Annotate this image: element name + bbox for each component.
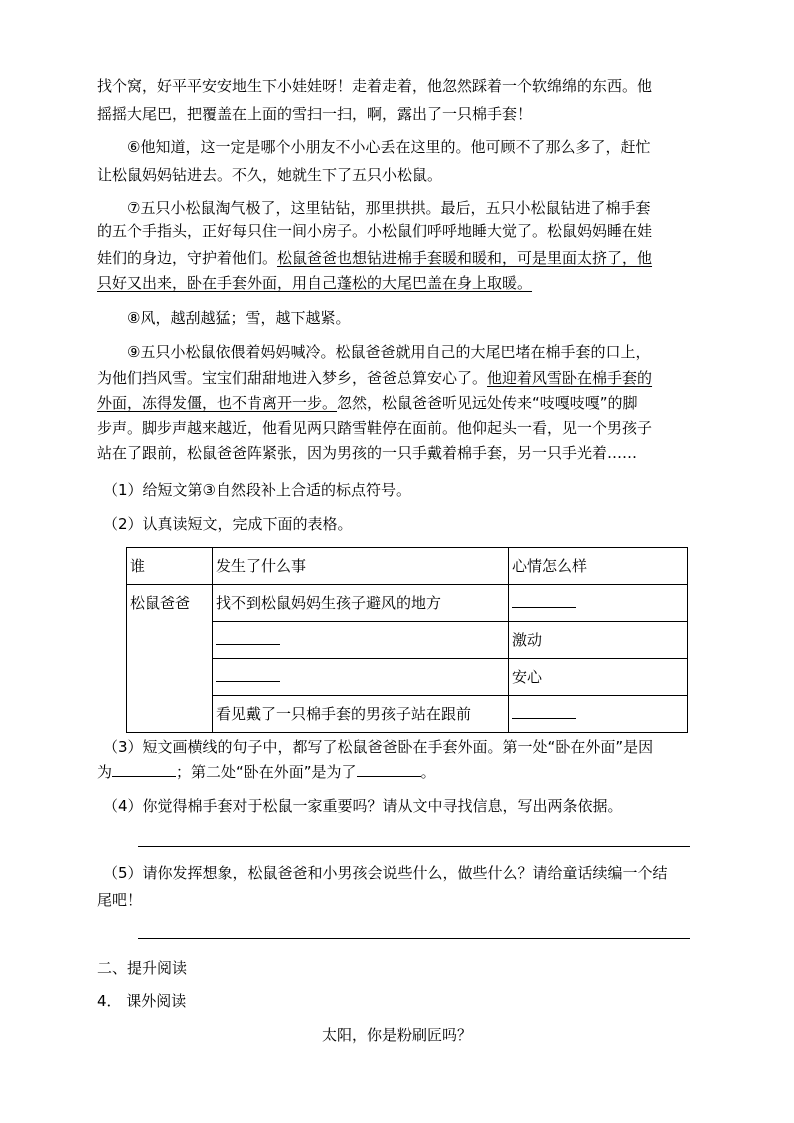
paragraph-9-line: 站在了跟前，松鼠爸爸阵紧张，因为男孩的一只手戴着棉手套，另一只手光着…… [97,444,638,462]
plain-text: 忽然，松鼠爸爸听见远处传来“吱嘎吱嘎”的脚 [337,394,638,412]
underlined-sentence-1: 松鼠爸爸也想钻进棉手套暖和暖和，可是里面太挤了，他 [277,249,653,267]
article-title: 太阳，你是粉刷匠吗？ [321,1026,472,1044]
table-cell-mood: 激动 [509,622,688,659]
plain-text: 为他们挡风雪。宝宝们甜甜地进入梦乡，爸爸总算安心了。 [97,369,488,387]
paragraph-9-line [97,368,652,388]
q3-text: 为 [97,763,113,781]
fill-blank[interactable] [216,667,280,682]
paragraph-8: ⑧风，越刮越猛；雪，越下越紧。 [127,309,351,327]
table-cell-event-blank[interactable] [213,659,509,696]
table-cell-event: 看见戴了一只棉手套的男孩子站在跟前 [213,696,509,733]
paragraph-7-line [97,248,652,268]
table-cell-mood: 安心 [509,659,688,696]
item-4-label: 4． 课外阅读 [97,992,187,1010]
plain-text: 娃们的身边，守护着他们。 [97,249,278,267]
answer-table [126,547,688,733]
fill-blank[interactable] [512,704,576,719]
paragraph-7-line: ⑦五只小松鼠淘气极了，这里钻钻，那里拱拱。最后，五只小松鼠钻进了棉手套 [127,199,651,217]
question-5-line: 尾吧！ [97,891,143,909]
underlined-sentence-2: 他迎着风雪卧在棉手套的 [487,369,653,387]
table-cell-mood-blank[interactable] [509,585,688,622]
answer-line-q4[interactable] [138,846,690,847]
paragraph-6-line: 让松鼠妈妈钻进去。不久，她就生下了五只小松鼠。 [97,166,443,184]
fill-blank[interactable] [112,762,176,777]
paragraph-9-line: ⑨五只小松鼠依偎着妈妈喊冷。松鼠爸爸就用自己的大尾巴堵在棉手套的口上， [127,343,651,361]
question-4: （4）你觉得棉手套对于松鼠一家重要吗？请从文中寻找信息，写出两条依据。 [103,797,623,815]
passage-line: 找个窝，好平平安安地生下小娃娃呀！走着走着，他忽然踩着一个软绵绵的东西。他 [97,77,653,95]
fill-blank[interactable] [357,762,421,777]
question-3-line [97,762,436,782]
question-5-line: （5）请你发挥想象，松鼠爸爸和小男孩会说些什么，做些什么？请给童话续编一个结 [103,864,668,882]
passage-line: 摇摇大尾巴，把覆盖在上面的雪扫一扫，啊，露出了一只棉手套！ [97,105,533,123]
q3-text: ；第二处“卧在外面”是为了 [176,763,357,781]
question-2: （2）认真读短文，完成下面的表格。 [103,515,353,533]
table-cell-event-blank[interactable] [213,622,509,659]
answer-line-q5[interactable] [138,938,690,939]
fill-blank[interactable] [512,593,576,608]
question-3-line: （3）短文画横线的句子中，都写了松鼠爸爸卧在手套外面。第一处“卧在外面”是因 [103,738,654,756]
q3-text: 。 [420,763,436,781]
paragraph-9-line: 步声。脚步声越来越近，他看见两只踏雪鞋停在面前。他仰起头一看，见一个男孩子 [97,419,653,437]
table-cell-event: 找不到松鼠妈妈生孩子避风的地方 [213,585,509,622]
underlined-sentence-1-cont: 只好又出来，卧在手套外面，用自己蓬松的大尾巴盖在身上取暖。 [97,274,533,292]
question-1: （1）给短文第③自然段补上合适的标点符号。 [103,481,411,499]
fill-blank[interactable] [216,630,280,645]
table-cell-mood-blank[interactable] [509,696,688,733]
underlined-sentence-2-cont: 外面，冻得发僵，也不肯离开一步。 [97,394,338,412]
table-header-mood: 心情怎么样 [509,548,688,585]
table-header-who: 谁 [127,548,213,585]
paragraph-9-line [97,393,638,413]
paragraph-7-line: 的五个手指头，正好每只住一间小房子。小松鼠们呼呼地睡大觉了。松鼠妈妈睡在娃 [97,222,653,240]
paragraph-6-line: ⑥他知道，这一定是哪个小朋友不小心丢在这里的。他可顾不了那么多了，赶忙 [127,138,651,156]
table-cell-who: 松鼠爸爸 [127,585,213,733]
table-header-event: 发生了什么事 [213,548,509,585]
section-heading: 二、提升阅读 [97,959,188,977]
